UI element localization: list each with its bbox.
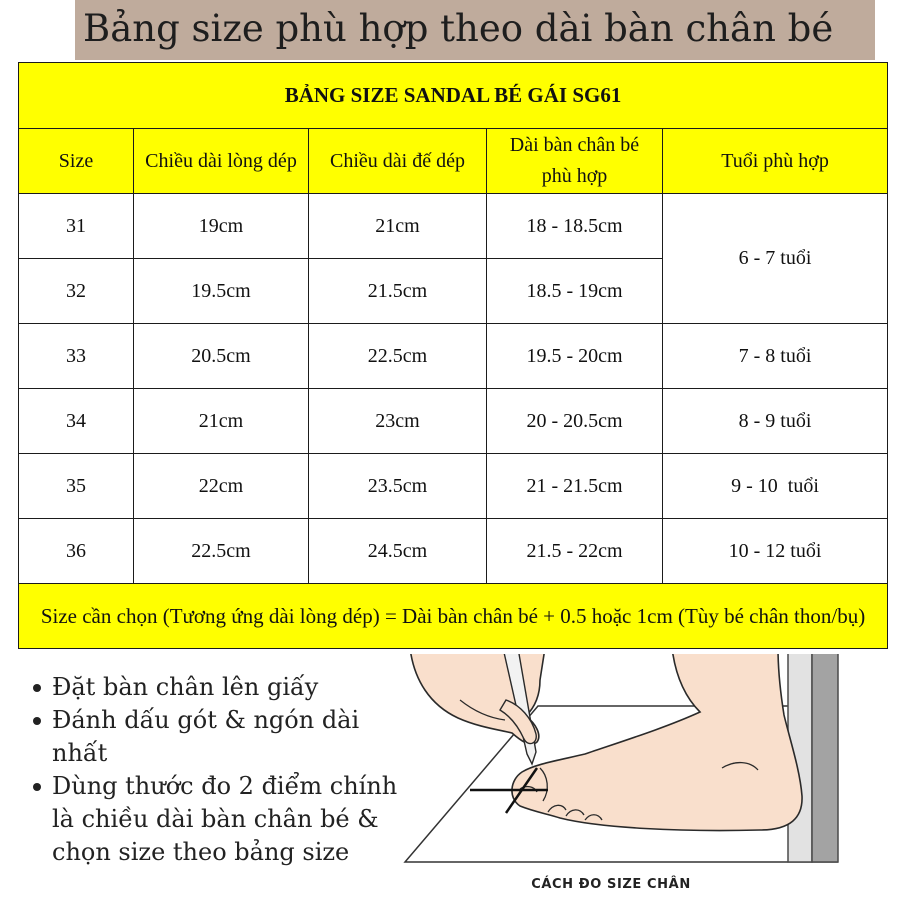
instruction-text: Đặt bàn chân lên giấy	[52, 673, 319, 701]
cell-foot-length: 21 - 21.5cm	[487, 454, 663, 519]
cell-sole-length: 22.5cm	[309, 324, 487, 389]
table-row	[19, 454, 888, 519]
cell-sole-length: 21.5cm	[309, 259, 487, 324]
cell-foot-length: 21.5 - 22cm	[487, 519, 663, 584]
cell-insole-length: 22cm	[134, 454, 309, 519]
table-title-row	[19, 63, 888, 129]
bullet-icon	[33, 684, 41, 692]
header-foot-length-label: Dài bàn chân bé phù hợp	[509, 134, 640, 187]
cell-insole-length: 19.5cm	[134, 259, 309, 324]
header-age: Tuổi phù hợp	[663, 129, 888, 194]
cell-size: 36	[19, 519, 134, 584]
header-insole-length: Chiều dài lòng dép	[134, 129, 309, 194]
header-sole-length: Chiều dài đế dép	[309, 129, 487, 194]
cell-age: 9 - 10 tuổi	[663, 454, 888, 519]
instruction-text: Đánh dấu gót & ngón dài nhất	[52, 706, 360, 767]
cell-size: 35	[19, 454, 134, 519]
bullet-icon	[33, 783, 41, 791]
cell-size: 32	[19, 259, 134, 324]
cell-foot-length: 20 - 20.5cm	[487, 389, 663, 454]
table-row	[19, 389, 888, 454]
cell-foot-length: 18 - 18.5cm	[487, 194, 663, 259]
table-header-row	[19, 129, 888, 194]
wall-side	[812, 654, 838, 862]
cell-insole-length: 21cm	[134, 389, 309, 454]
table-row	[19, 519, 888, 584]
header-size: Size	[19, 129, 134, 194]
instruction-text: Dùng thước đo 2 điểm chính là chiều dài bàn chân bé & chọn size theo bảng size	[52, 772, 398, 866]
cell-insole-length: 19cm	[134, 194, 309, 259]
instruction-item	[52, 770, 410, 869]
header-foot-length	[487, 129, 663, 194]
cell-foot-length: 18.5 - 19cm	[487, 259, 663, 324]
cell-age: 10 - 12 tuổi	[663, 519, 888, 584]
cell-age: 6 - 7 tuổi	[663, 194, 888, 324]
table-footer-note: Size cần chọn (Tương ứng dài lòng dép) = Dài bàn chân bé + 0.5 hoặc 1cm (Tùy bé chân thon/bụ)	[19, 584, 888, 649]
table-title: BẢNG SIZE SANDAL BÉ GÁI SG61	[19, 63, 888, 129]
measuring-instructions	[28, 671, 410, 869]
size-table	[18, 62, 888, 649]
banner-title: Bảng size phù hợp theo dài bàn chân bé	[83, 7, 834, 50]
instruction-item	[52, 671, 410, 704]
cell-sole-length: 21cm	[309, 194, 487, 259]
cell-foot-length: 19.5 - 20cm	[487, 324, 663, 389]
table-row	[19, 324, 888, 389]
cell-sole-length: 23.5cm	[309, 454, 487, 519]
illustration-caption: CÁCH ĐO SIZE CHÂN	[531, 877, 691, 892]
cell-size: 33	[19, 324, 134, 389]
bullet-icon	[33, 717, 41, 725]
instruction-item	[52, 704, 410, 770]
title-banner	[75, 0, 875, 60]
cell-size: 31	[19, 194, 134, 259]
cell-age: 8 - 9 tuổi	[663, 389, 888, 454]
table-footer-row	[19, 584, 888, 649]
cell-sole-length: 23cm	[309, 389, 487, 454]
cell-insole-length: 20.5cm	[134, 324, 309, 389]
cell-insole-length: 22.5cm	[134, 519, 309, 584]
cell-age: 7 - 8 tuổi	[663, 324, 888, 389]
foot-measuring-illustration	[400, 654, 845, 874]
cell-sole-length: 24.5cm	[309, 519, 487, 584]
cell-size: 34	[19, 389, 134, 454]
table-row	[19, 194, 888, 259]
